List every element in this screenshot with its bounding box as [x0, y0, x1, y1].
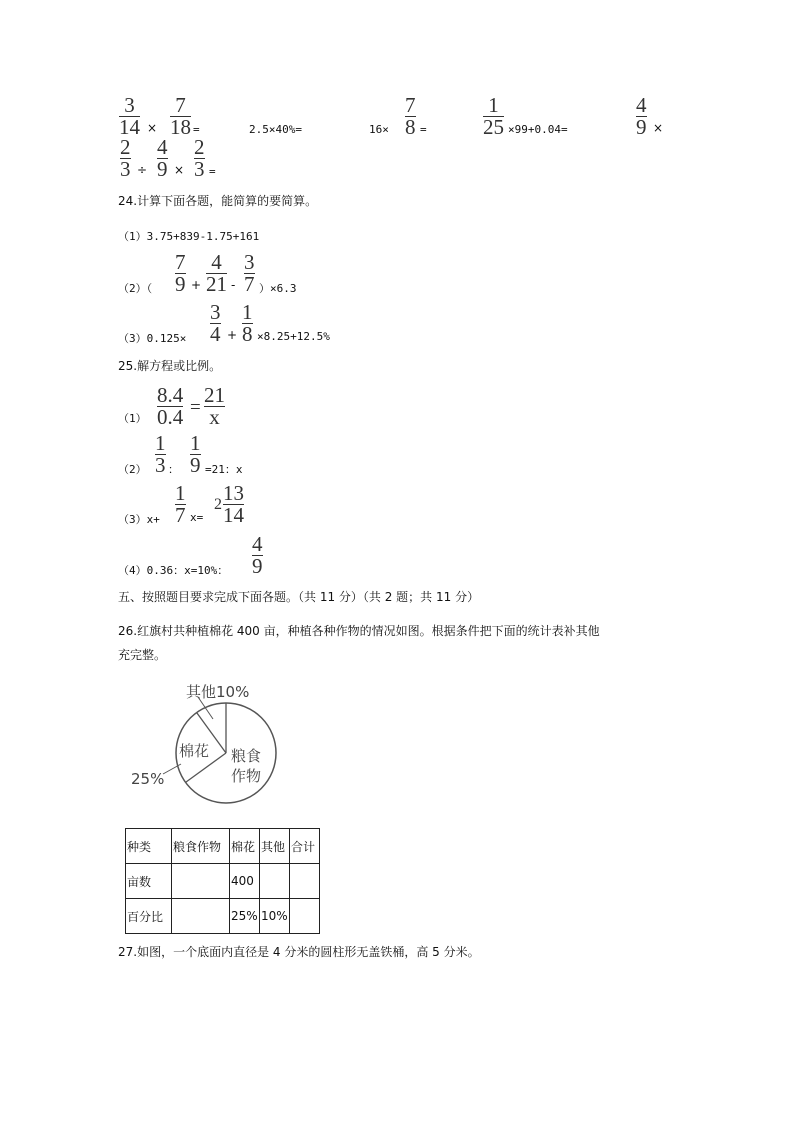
denominator: 14	[223, 503, 244, 527]
stats-table	[125, 828, 320, 934]
numerator: 2	[194, 135, 205, 159]
denominator: 8	[242, 322, 253, 346]
denominator: 25	[483, 115, 504, 139]
numerator: 21	[204, 383, 225, 407]
fraction-4-21	[206, 250, 227, 296]
table-header: 棉花	[230, 829, 260, 864]
denominator: 21	[206, 272, 227, 296]
denominator: 14	[119, 115, 140, 139]
q25-part3-label: （3）x+	[118, 513, 160, 526]
q24-part2-tail: ）×6.3	[259, 282, 297, 295]
q26-line1: 26.红旗村共种植棉花 400 亩，种植各种作物的情况如图。根据条件把下面的统计表补其他	[118, 624, 600, 638]
pie-label-cotton-pct: 25%	[131, 770, 165, 788]
q25-part2-tail: =21：x	[205, 463, 243, 476]
divide-sign: ÷	[137, 163, 148, 177]
numerator: 3	[210, 300, 221, 324]
denominator: 9	[252, 554, 263, 578]
x-equals: x=	[190, 511, 204, 524]
fraction-7-8	[405, 93, 416, 139]
q25-part2-label: （2）	[118, 463, 147, 476]
table-header: 粮食作物	[172, 829, 230, 864]
fraction-1-3	[155, 431, 166, 477]
fraction-4-9	[157, 135, 168, 181]
numerator: 3	[244, 250, 255, 274]
q24-part3-tail: ×8.25+12.5%	[257, 330, 330, 343]
table-row	[126, 864, 320, 899]
numerator: 2	[120, 135, 131, 159]
fraction-1-8	[242, 300, 253, 346]
numerator: 1	[175, 481, 186, 505]
expr-2-5-times-40pct: 2.5×40%=	[249, 123, 302, 136]
denominator: 3	[155, 453, 166, 477]
pie-label-grain-line1: 粮食	[231, 747, 262, 765]
fraction-1-9	[190, 431, 201, 477]
denominator: 7	[244, 272, 255, 296]
table-cell	[172, 864, 230, 899]
denominator: 3	[194, 157, 205, 181]
q24-part1: （1）3.75+839-1.75+161	[118, 230, 260, 243]
fraction-3-14	[119, 93, 140, 139]
fraction-4-9	[252, 532, 263, 578]
q25-part1-label: （1）	[118, 412, 147, 425]
fraction-1-7	[175, 481, 186, 527]
table-header: 合计	[290, 829, 320, 864]
expr-times-99-plus: ×99+0.04=	[508, 123, 568, 136]
table-cell	[172, 899, 230, 934]
times-sign: ×	[147, 121, 158, 135]
fraction-2-3	[194, 135, 205, 181]
expr-16-times: 16×	[369, 123, 389, 136]
numerator: 1	[155, 431, 166, 455]
q24-part2-label: （2）（	[118, 282, 153, 295]
plus-sign: +	[227, 328, 238, 342]
numerator: 4	[211, 250, 222, 274]
fraction-3-7	[244, 250, 255, 296]
q24-part3-label: （3）0.125×	[118, 332, 187, 345]
table-cell: 25%	[230, 899, 260, 934]
times-sign: ×	[174, 163, 185, 177]
equals-sign: =	[193, 123, 200, 136]
table-header-row	[126, 829, 320, 864]
denominator: 8	[405, 115, 416, 139]
fraction-4-9	[636, 93, 647, 139]
denominator: x	[209, 405, 220, 429]
numerator: 1	[242, 300, 253, 324]
denominator: 9	[175, 272, 186, 296]
table-header: 种类	[126, 829, 172, 864]
table-row	[126, 899, 320, 934]
denominator: 9	[157, 157, 168, 181]
fraction-8-4-over-0-4	[157, 383, 184, 429]
pie-label-cotton: 棉花	[179, 742, 210, 760]
q26-line2: 充完整。	[118, 648, 167, 662]
denominator: 4	[210, 322, 221, 346]
table-cell: 亩数	[126, 864, 172, 899]
numerator: 3	[124, 93, 135, 117]
pie-chart	[125, 676, 295, 816]
denominator: 3	[120, 157, 131, 181]
denominator: 7	[175, 503, 186, 527]
equals-sign: =	[420, 123, 427, 136]
numerator: 4	[252, 532, 263, 556]
numerator: 1	[190, 431, 201, 455]
table-cell	[260, 864, 290, 899]
fraction-1-25	[483, 93, 504, 139]
fraction-2-3	[120, 135, 131, 181]
equals-sign: =	[190, 397, 201, 418]
fraction-13-14	[223, 481, 244, 527]
minus-sign: -	[231, 278, 236, 292]
equals-sign: =	[209, 165, 216, 178]
denominator: 18	[170, 115, 191, 139]
q25-title: 25.解方程或比例。	[118, 359, 222, 373]
table-header: 其他	[260, 829, 290, 864]
mixed-whole-2: 2	[214, 496, 222, 513]
colon: ：	[168, 463, 179, 476]
table-cell	[290, 864, 320, 899]
table-cell: 百分比	[126, 899, 172, 934]
numerator: 7	[405, 93, 416, 117]
denominator: 9	[636, 115, 647, 139]
numerator: 7	[175, 93, 186, 117]
plus-sign: +	[191, 278, 202, 292]
table-cell	[290, 899, 320, 934]
times-sign: ×	[653, 121, 664, 135]
fraction-3-4	[210, 300, 221, 346]
section-5-heading: 五、按照题目要求完成下面各题。（共 11 分）（共 2 题；共 11 分）	[118, 590, 480, 604]
numerator: 13	[223, 481, 244, 505]
pie-label-other: 其他10%	[186, 683, 250, 701]
numerator: 8.4	[157, 383, 184, 407]
q24-title: 24.计算下面各题，能简算的要简算。	[118, 194, 318, 208]
pie-label-grain-line2: 作物	[231, 767, 262, 785]
numerator: 1	[488, 93, 499, 117]
fraction-7-9	[175, 250, 186, 296]
denominator: 9	[190, 453, 201, 477]
q27-text: 27.如图，一个底面内直径是 4 分米的圆柱形无盖铁桶，高 5 分米。	[118, 945, 480, 959]
numerator: 7	[175, 250, 186, 274]
q25-part4-label: （4）0.36：x=10%：	[118, 564, 229, 577]
table-cell: 10%	[260, 899, 290, 934]
fraction-21-over-x	[204, 383, 225, 429]
numerator: 4	[636, 93, 647, 117]
table-cell: 400	[230, 864, 260, 899]
fraction-7-18	[170, 93, 191, 139]
numerator: 4	[157, 135, 168, 159]
denominator: 0.4	[157, 405, 184, 429]
